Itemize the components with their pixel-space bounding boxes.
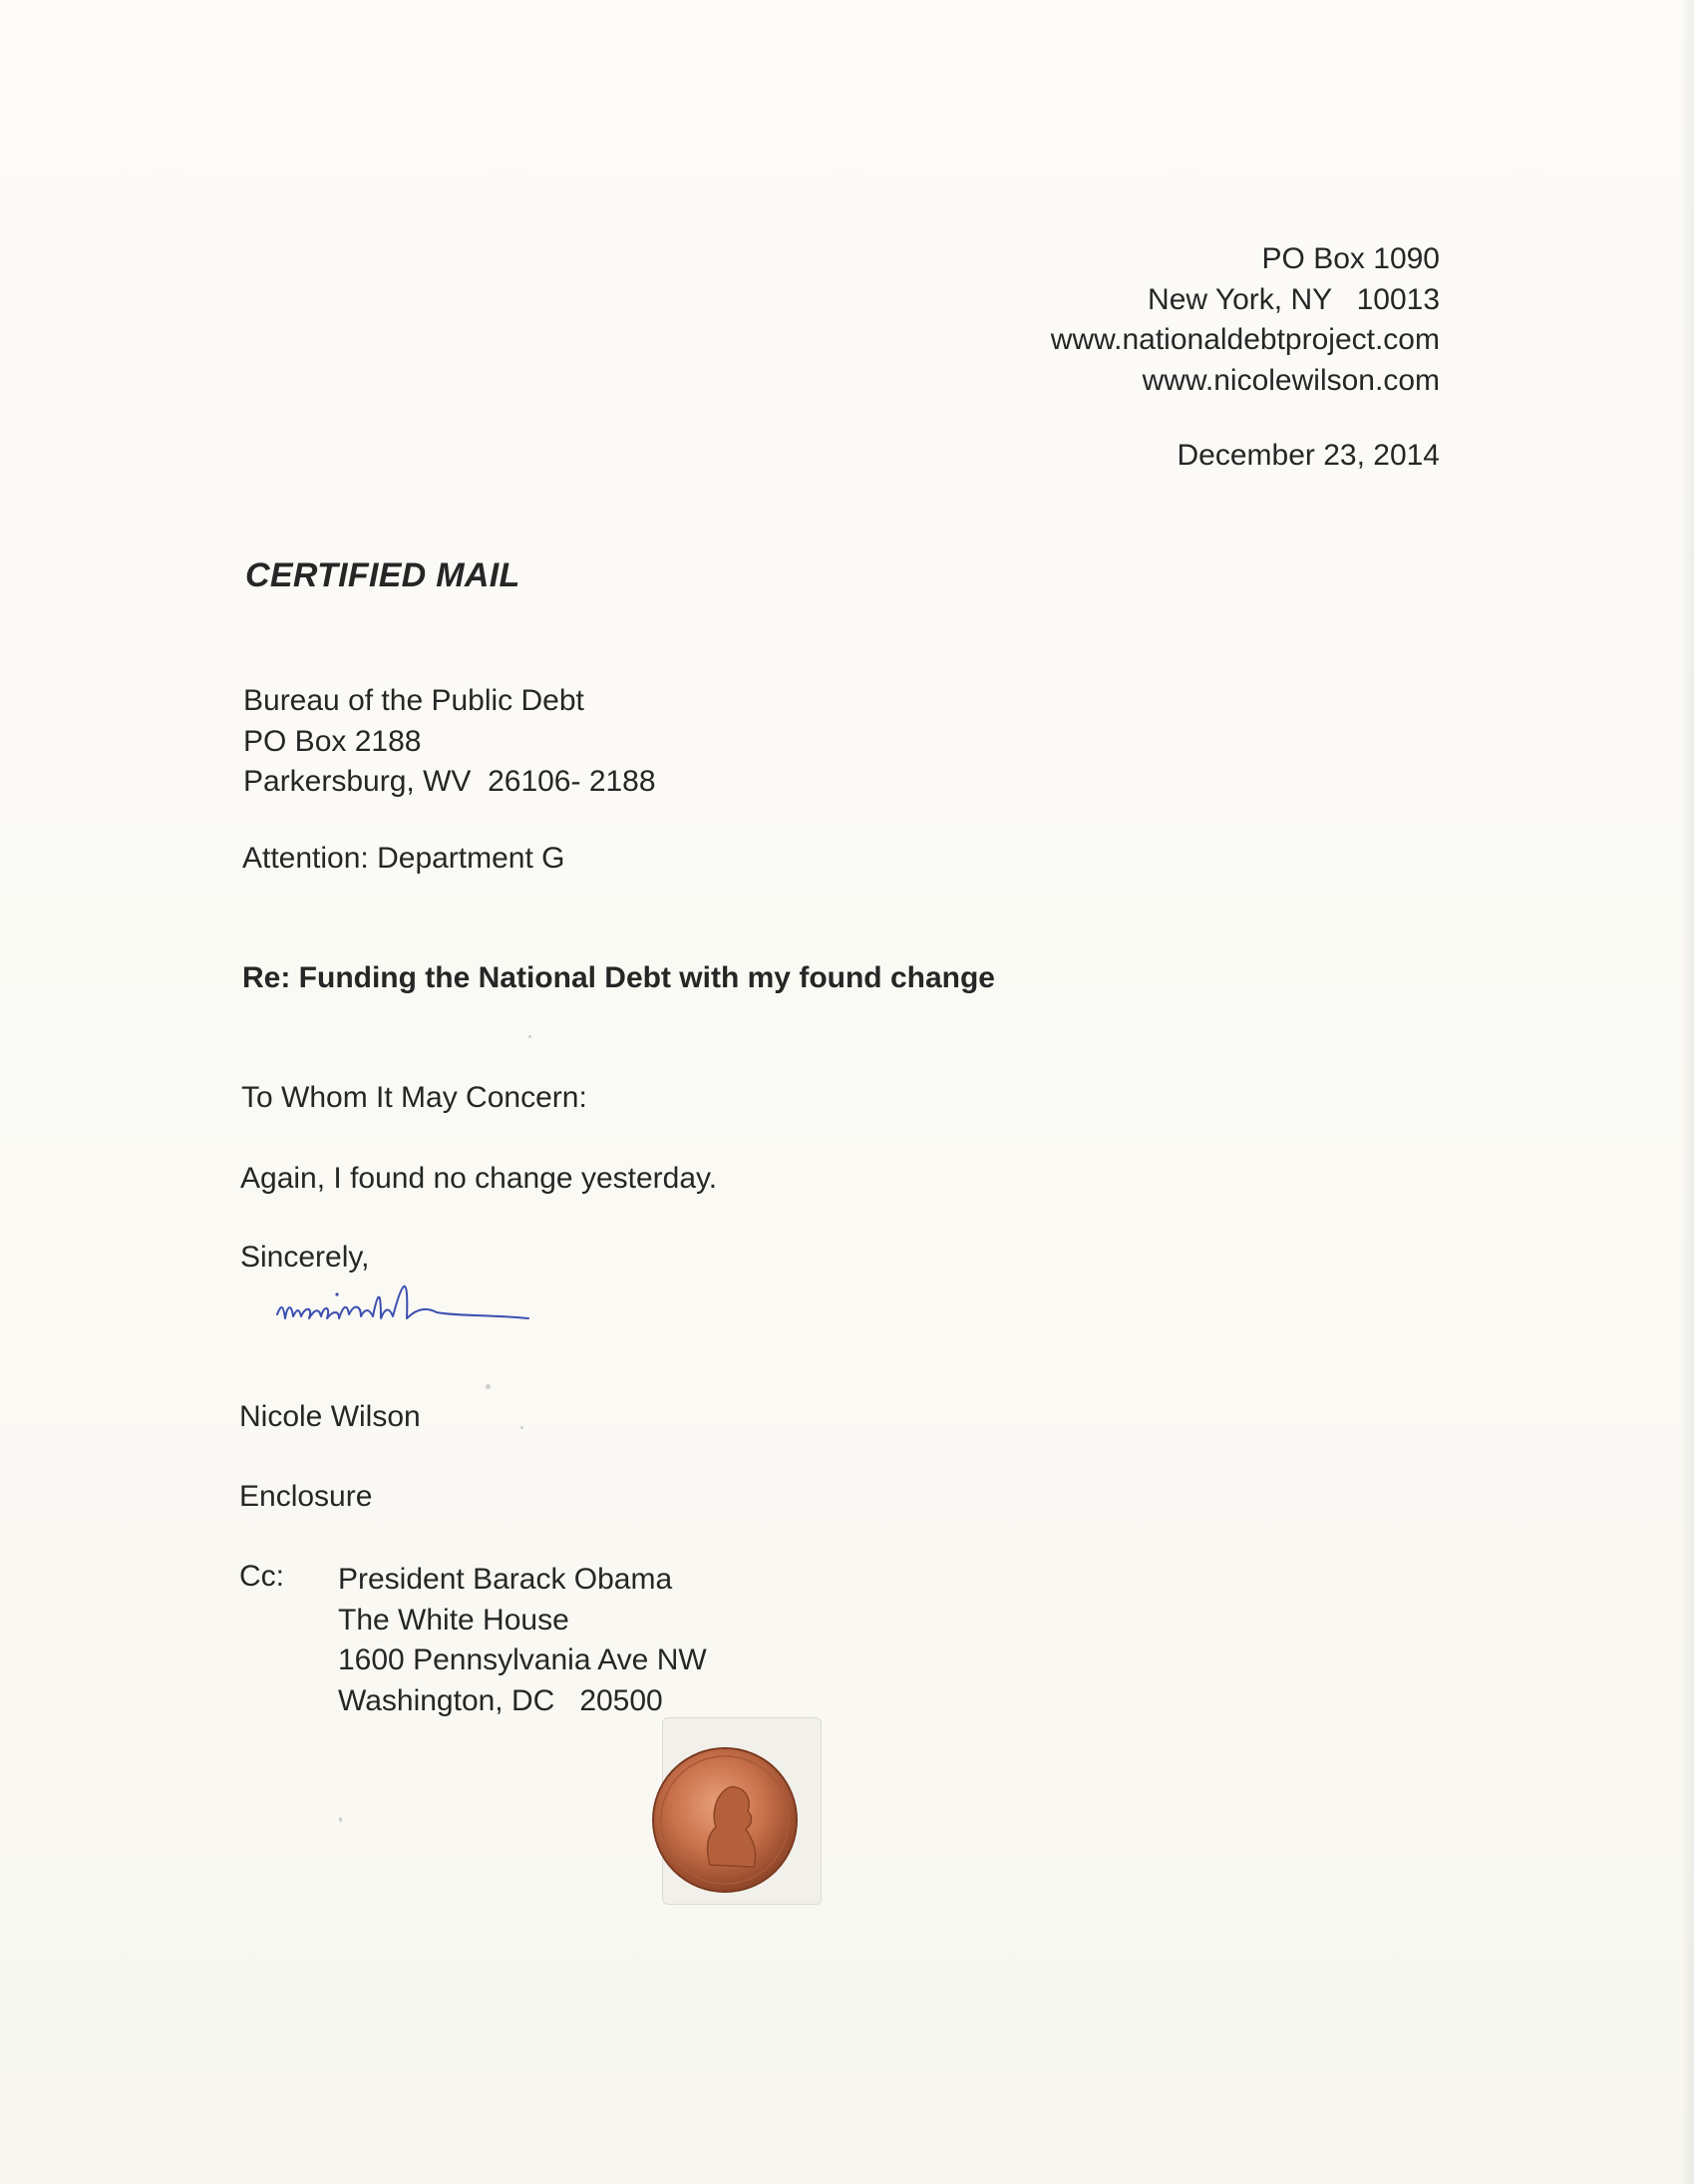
certified-mail-heading: CERTIFIED MAIL <box>245 556 520 594</box>
enclosure-note: Enclosure <box>239 1480 373 1513</box>
salutation: To Whom It May Concern: <box>241 1081 587 1114</box>
penny-coin-icon <box>650 1745 800 1895</box>
sender-address-block <box>1051 239 1440 401</box>
letter-date: December 23, 2014 <box>1177 439 1440 472</box>
recipient-name: Bureau of the Public Debt <box>243 684 584 717</box>
paper-speck <box>339 1817 342 1822</box>
recipient-address-block <box>243 681 656 803</box>
page-edge-shadow <box>1680 0 1694 2184</box>
sender-website-2: www.nicolewilson.com <box>1142 363 1440 397</box>
cc-name: President Barack Obama <box>338 1563 673 1596</box>
cc-label: Cc: <box>239 1560 284 1593</box>
sender-city-state-zip: New York, NY 10013 <box>1148 282 1440 316</box>
closing: Sincerely, <box>240 1241 370 1274</box>
cc-address-block <box>338 1560 707 1721</box>
handwritten-signature <box>269 1257 588 1356</box>
paper-speck <box>528 1035 531 1038</box>
attention-line: Attention: Department G <box>242 842 565 875</box>
sender-po-box: PO Box 1090 <box>1261 242 1440 275</box>
subject-line: Re: Funding the National Debt with my found change <box>242 961 995 994</box>
recipient-city-state-zip: Parkersburg, WV 26106- 2188 <box>243 765 656 798</box>
letter-body: Again, I found no change yesterday. <box>240 1162 718 1195</box>
recipient-po-box: PO Box 2188 <box>243 724 422 758</box>
cc-line-3: Washington, DC 20500 <box>338 1683 663 1717</box>
paper-speck <box>486 1384 491 1389</box>
paper-speck <box>520 1426 523 1429</box>
signer-name: Nicole Wilson <box>239 1400 421 1433</box>
sender-website-1: www.nationaldebtproject.com <box>1050 323 1440 356</box>
cc-line-1: The White House <box>338 1603 569 1637</box>
cc-line-2: 1600 Pennsylvania Ave NW <box>338 1643 707 1676</box>
